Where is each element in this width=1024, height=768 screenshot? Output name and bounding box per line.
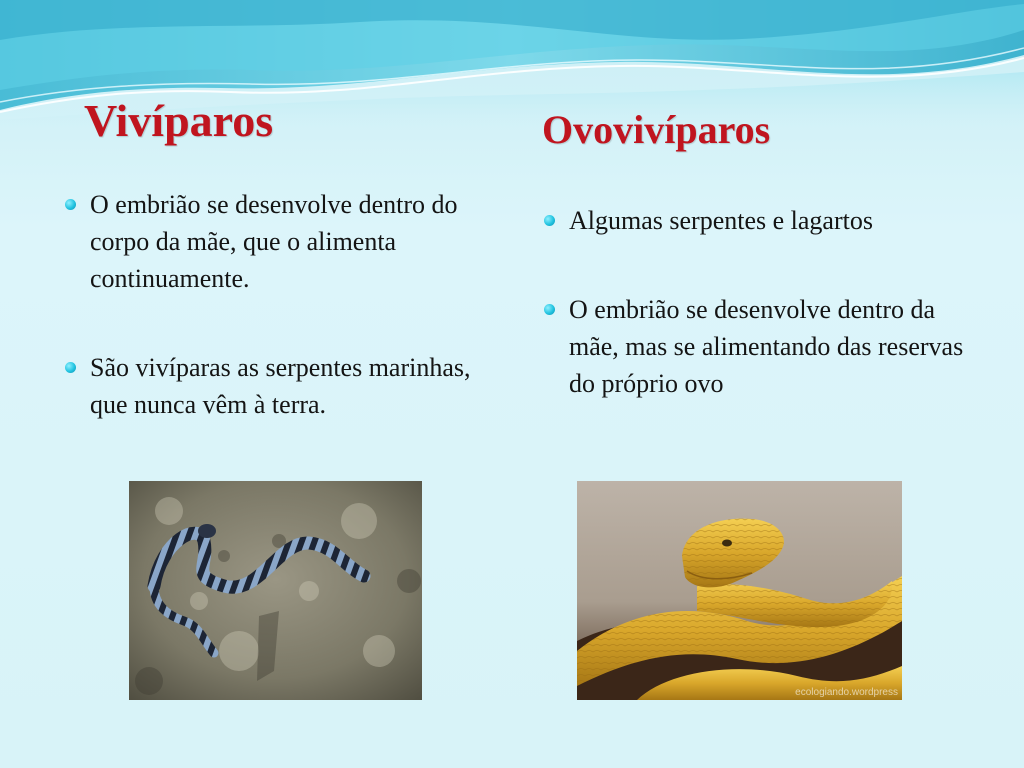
bullet-item	[540, 291, 980, 402]
bullet-dot-icon	[544, 215, 555, 226]
sea-snake-photo	[129, 481, 422, 700]
bullet-text: O embrião se desenvolve dentro do corpo da mãe, que o alimenta continuamente.	[90, 190, 458, 293]
image-watermark: ecologiando.wordpress	[795, 687, 898, 698]
viviparos-bullet-list	[61, 186, 481, 423]
bullet-item	[61, 349, 481, 423]
bullet-item	[61, 186, 481, 297]
bullet-item	[540, 202, 980, 239]
ovoviviparos-bullet-list	[540, 202, 980, 402]
bullet-text: Algumas serpentes e lagartos	[569, 206, 873, 235]
bullet-dot-icon	[65, 199, 76, 210]
title-viviparos: Vivíparos	[84, 95, 274, 146]
bullet-text: O embrião se desenvolve dentro da mãe, mas se alimentando das reservas do próprio ovo	[569, 295, 964, 398]
title-ovoviviparos: Ovovivíparos	[542, 107, 771, 152]
bullet-dot-icon	[544, 304, 555, 315]
golden-snake-photo	[577, 481, 902, 700]
bullet-text: São vivíparas as serpentes marinhas, que nunca vêm à terra.	[90, 353, 471, 419]
bullet-dot-icon	[65, 362, 76, 373]
